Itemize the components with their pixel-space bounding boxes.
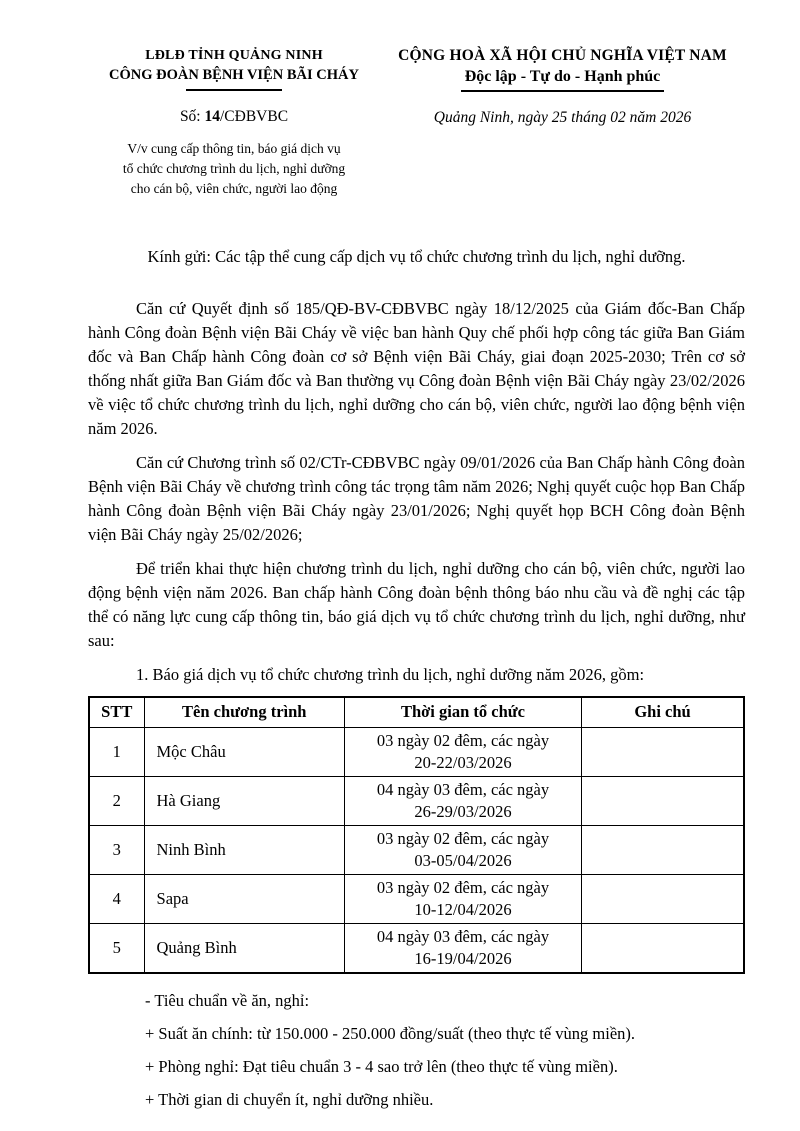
program-name: Quảng Bình	[144, 923, 344, 973]
letterhead	[88, 46, 745, 199]
document-body	[88, 297, 745, 687]
schedule-dates: 16-19/04/2026	[414, 948, 512, 968]
table-row	[89, 874, 744, 923]
row-index: 2	[89, 776, 144, 825]
subject-line-1: V/v cung cấp thông tin, báo giá dịch vụ	[127, 141, 341, 156]
org-name: CÔNG ĐOÀN BỆNH VIỆN BÃI CHÁY	[109, 67, 359, 83]
schedule-duration: 03 ngày 02 đêm, các ngày	[376, 877, 550, 897]
program-note	[582, 874, 744, 923]
column-header-note: Ghi chú	[582, 697, 744, 727]
body-paragraph-3: Để triển khai thực hiện chương trình du lịch, nghỉ dưỡng cho cán bộ, viên chức, người lao động bệnh viện năm 2026. Ban chấp hành Công đoàn bệnh thông báo nhu cầu và đề nghị các tập thể có năng lực cung cấp thông tin, báo giá dịch vụ tổ chức chương trình du lịch, nghỉ dưỡng, như sau:	[88, 559, 745, 650]
program-schedule	[344, 874, 581, 923]
schedule-dates: 10-12/04/2026	[414, 899, 512, 919]
table-header-row	[89, 697, 744, 727]
national-motto: Độc lập - Tự do - Hạnh phúc	[461, 66, 665, 92]
column-header-stt: STT	[89, 697, 144, 727]
schedule-duration: 03 ngày 02 đêm, các ngày	[376, 730, 550, 750]
section-1-heading: 1. Báo giá dịch vụ tổ chức chương trình du lịch, nghỉ dưỡng năm 2026, gồm:	[136, 665, 645, 684]
program-name: Mộc Châu	[144, 727, 344, 776]
standards-item-travel-time: + Thời gian di chuyển ít, nghỉ dưỡng nhiều.	[145, 1089, 434, 1109]
program-schedule	[344, 727, 581, 776]
schedule-duration: 03 ngày 02 đêm, các ngày	[376, 828, 550, 848]
row-index: 3	[89, 825, 144, 874]
table-row	[89, 923, 744, 973]
program-schedule	[344, 776, 581, 825]
national-title: CỘNG HOÀ XÃ HỘI CHỦ NGHĨA VIỆT NAM	[398, 47, 727, 64]
document-number-value: 14	[204, 108, 220, 125]
program-schedule	[344, 825, 581, 874]
table-row	[89, 776, 744, 825]
table-row	[89, 727, 744, 776]
program-note	[582, 727, 744, 776]
place-and-date: Quảng Ninh, ngày 25 tháng 02 năm 2026	[433, 109, 692, 126]
letterhead-left	[88, 46, 380, 199]
program-note	[582, 923, 744, 973]
row-index: 1	[89, 727, 144, 776]
subject-line-2: tổ chức chương trình du lịch, nghỉ dưỡng	[122, 161, 346, 176]
schedule-dates: 03-05/04/2026	[414, 850, 512, 870]
schedule-dates: 20-22/03/2026	[414, 752, 512, 772]
row-index: 5	[89, 923, 144, 973]
program-note	[582, 776, 744, 825]
schedule-duration: 04 ngày 03 đêm, các ngày	[376, 926, 550, 946]
program-table	[88, 696, 745, 974]
schedule-duration: 04 ngày 03 đêm, các ngày	[376, 779, 550, 799]
letterhead-right	[380, 46, 745, 199]
program-name: Sapa	[144, 874, 344, 923]
schedule-dates: 26-29/03/2026	[414, 801, 512, 821]
program-schedule	[344, 923, 581, 973]
document-number-suffix: /CĐBVBC	[220, 108, 289, 125]
subject-line-3: cho cán bộ, viên chức, người lao động	[130, 181, 338, 196]
table-row	[89, 825, 744, 874]
row-index: 4	[89, 874, 144, 923]
body-paragraph-1: Căn cứ Quyết định số 185/QĐ-BV-CĐBVBC ngày 18/12/2025 của Giám đốc-Ban Chấp hành Công đoàn Bệnh viện Bãi Cháy về việc ban hành Quy chế phối hợp công tác giữa Ban Giám đốc và Ban Chấp hành Công đoàn cơ sở Bệnh viện Bãi Cháy, giai đoạn 2025-2030; Trên cơ sở thống nhất giữa Ban Giám đốc và Ban thường vụ Công đoàn Bệnh viện Bãi Cháy ngày 23/02/2026 về việc tổ chức chương trình du lịch, nghỉ dưỡng cho cán bộ, viên chức, người lao động bệnh viện năm 2026.	[88, 299, 745, 438]
org-name-underline	[186, 89, 282, 91]
document-number	[88, 108, 380, 126]
document-number-prefix: Số:	[179, 108, 205, 125]
column-header-program-name: Tên chương trình	[144, 697, 344, 727]
document-subject	[88, 139, 380, 199]
column-header-schedule: Thời gian tổ chức	[344, 697, 581, 727]
standards-item-meals: + Suất ăn chính: từ 150.000 - 250.000 đồng/suất (theo thực tế vùng miền).	[145, 1023, 636, 1043]
program-name: Ninh Bình	[144, 825, 344, 874]
org-parent-name: LĐLĐ TỈNH QUẢNG NINH	[145, 48, 323, 63]
program-note	[582, 825, 744, 874]
program-name: Hà Giang	[144, 776, 344, 825]
standards-list	[145, 989, 745, 1112]
body-paragraph-2: Căn cứ Chương trình số 02/CTr-CĐBVBC ngày 09/01/2026 của Ban Chấp hành Công đoàn Bệnh viện Bãi Cháy về chương trình công tác trọng tâm năm 2026; Nghị quyết cuộc họp Ban Chấp hành Công đoàn Bệnh viện Bãi Cháy ngày 23/01/2026; Nghị quyết họp BCH Công đoàn Bệnh viện Bãi Cháy ngày 25/02/2026;	[88, 453, 745, 544]
standards-item-rooms: + Phòng nghỉ: Đạt tiêu chuẩn 3 - 4 sao trở lên (theo thực tế vùng miền).	[145, 1056, 618, 1076]
salutation-line: Kính gửi: Các tập thể cung cấp dịch vụ tổ chức chương trình du lịch, nghỉ dưỡng.	[147, 247, 686, 266]
standards-intro: - Tiêu chuẩn về ăn, nghỉ:	[145, 990, 310, 1010]
